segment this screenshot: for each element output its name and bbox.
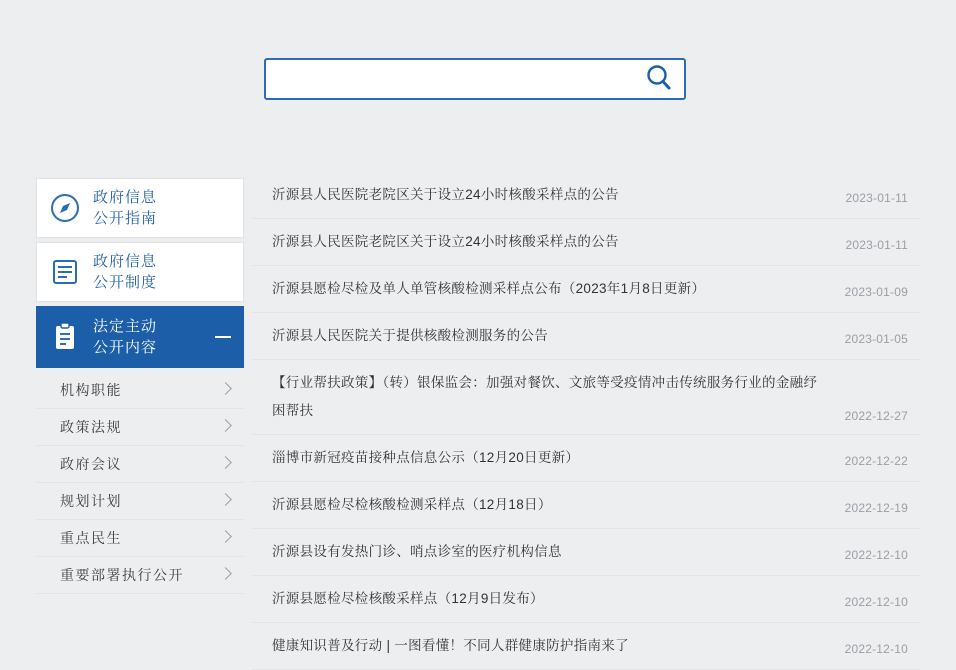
table-row[interactable] [252,266,920,313]
table-row[interactable] [252,435,920,482]
news-title: 沂源县人民医院老院区关于设立24小时核酸采样点的公告 [272,187,619,202]
table-row[interactable] [252,172,920,219]
table-row[interactable] [252,313,920,360]
sidebar-card-guide-label: 政府信息 公开指南 [93,189,158,227]
sidebar-item-zhengcefagui[interactable] [36,409,244,446]
sidebar-item-zhongyaobushu[interactable] [36,557,244,594]
minus-icon[interactable] [215,336,231,338]
news-date: 2023-01-05 [844,332,908,346]
sidebar-item-zhengfuhuiyi[interactable] [36,446,244,483]
chevron-right-icon [219,456,232,469]
table-row[interactable] [252,529,920,576]
sidebar-card-system[interactable] [36,242,244,302]
news-title: 沂源县愿检尽检核酸采样点（12月9日发布） [272,591,544,606]
news-title: 健康知识普及行动 | 一图看懂！不同人群健康防护指南来了 [272,638,629,653]
chevron-right-icon [219,382,232,395]
sidebar-item-label: 政府会议 [60,456,122,472]
search-icon [640,63,678,93]
sidebar-card-statutory[interactable] [36,306,244,368]
sidebar [36,178,244,594]
news-date: 2022-12-10 [844,642,908,656]
sidebar-item-zhongdianminsheng[interactable] [36,520,244,557]
table-row[interactable] [252,219,920,266]
compass-icon [37,190,93,226]
chevron-right-icon [219,493,232,506]
table-row[interactable] [252,623,920,670]
news-title: 【行业帮扶政策】（转）银保监会：加强对餐饮、文旅等受疫情冲击传统服务行业的金融纾困帮扶 [272,375,818,418]
news-title: 沂源县人民医院老院区关于设立24小时核酸采样点的公告 [272,234,619,249]
search-bar [264,58,686,100]
news-title: 沂源县设有发热门诊、哨点诊室的医疗机构信息 [272,544,562,559]
sidebar-item-label: 机构职能 [60,382,122,398]
news-date: 2023-01-09 [844,285,908,299]
sidebar-card-guide[interactable] [36,178,244,238]
sidebar-item-label: 政策法规 [60,419,122,435]
table-row[interactable] [252,360,920,435]
sidebar-item-guihuajihua[interactable] [36,483,244,520]
news-title: 沂源县愿检尽检核酸检测采样点（12月18日） [272,497,552,512]
clipboard-icon [37,319,93,355]
search-input[interactable] [276,63,650,95]
sidebar-item-label: 重要部署执行公开 [60,567,184,583]
news-date: 2022-12-27 [844,409,908,423]
news-date: 2023-01-11 [845,238,908,252]
table-row[interactable] [252,482,920,529]
news-title: 淄博市新冠疫苗接种点信息公示（12月20日更新） [272,450,580,465]
chevron-right-icon [219,530,232,543]
news-date: 2023-01-11 [845,191,908,205]
search-button[interactable] [640,61,678,95]
news-date: 2022-12-19 [844,501,908,515]
sidebar-item-label: 规划计划 [60,493,122,509]
sidebar-card-statutory-label: 法定主动 公开内容 [93,318,158,356]
document-icon [37,254,93,290]
chevron-right-icon [219,567,232,580]
chevron-right-icon [219,419,232,432]
sidebar-item-jigouzhineng[interactable] [36,372,244,409]
sidebar-card-system-label: 政府信息 公开制度 [93,253,158,291]
news-title: 沂源县愿检尽检及单人单管核酸检测采样点公布（2023年1月8日更新） [272,281,706,296]
news-date: 2022-12-22 [844,454,908,468]
sidebar-item-label: 重点民生 [60,530,122,546]
news-list [252,172,920,670]
news-title: 沂源县人民医院关于提供核酸检测服务的公告 [272,328,548,343]
table-row[interactable] [252,576,920,623]
news-date: 2022-12-10 [844,548,908,562]
news-date: 2022-12-10 [844,595,908,609]
sidebar-nav-list [36,372,244,594]
